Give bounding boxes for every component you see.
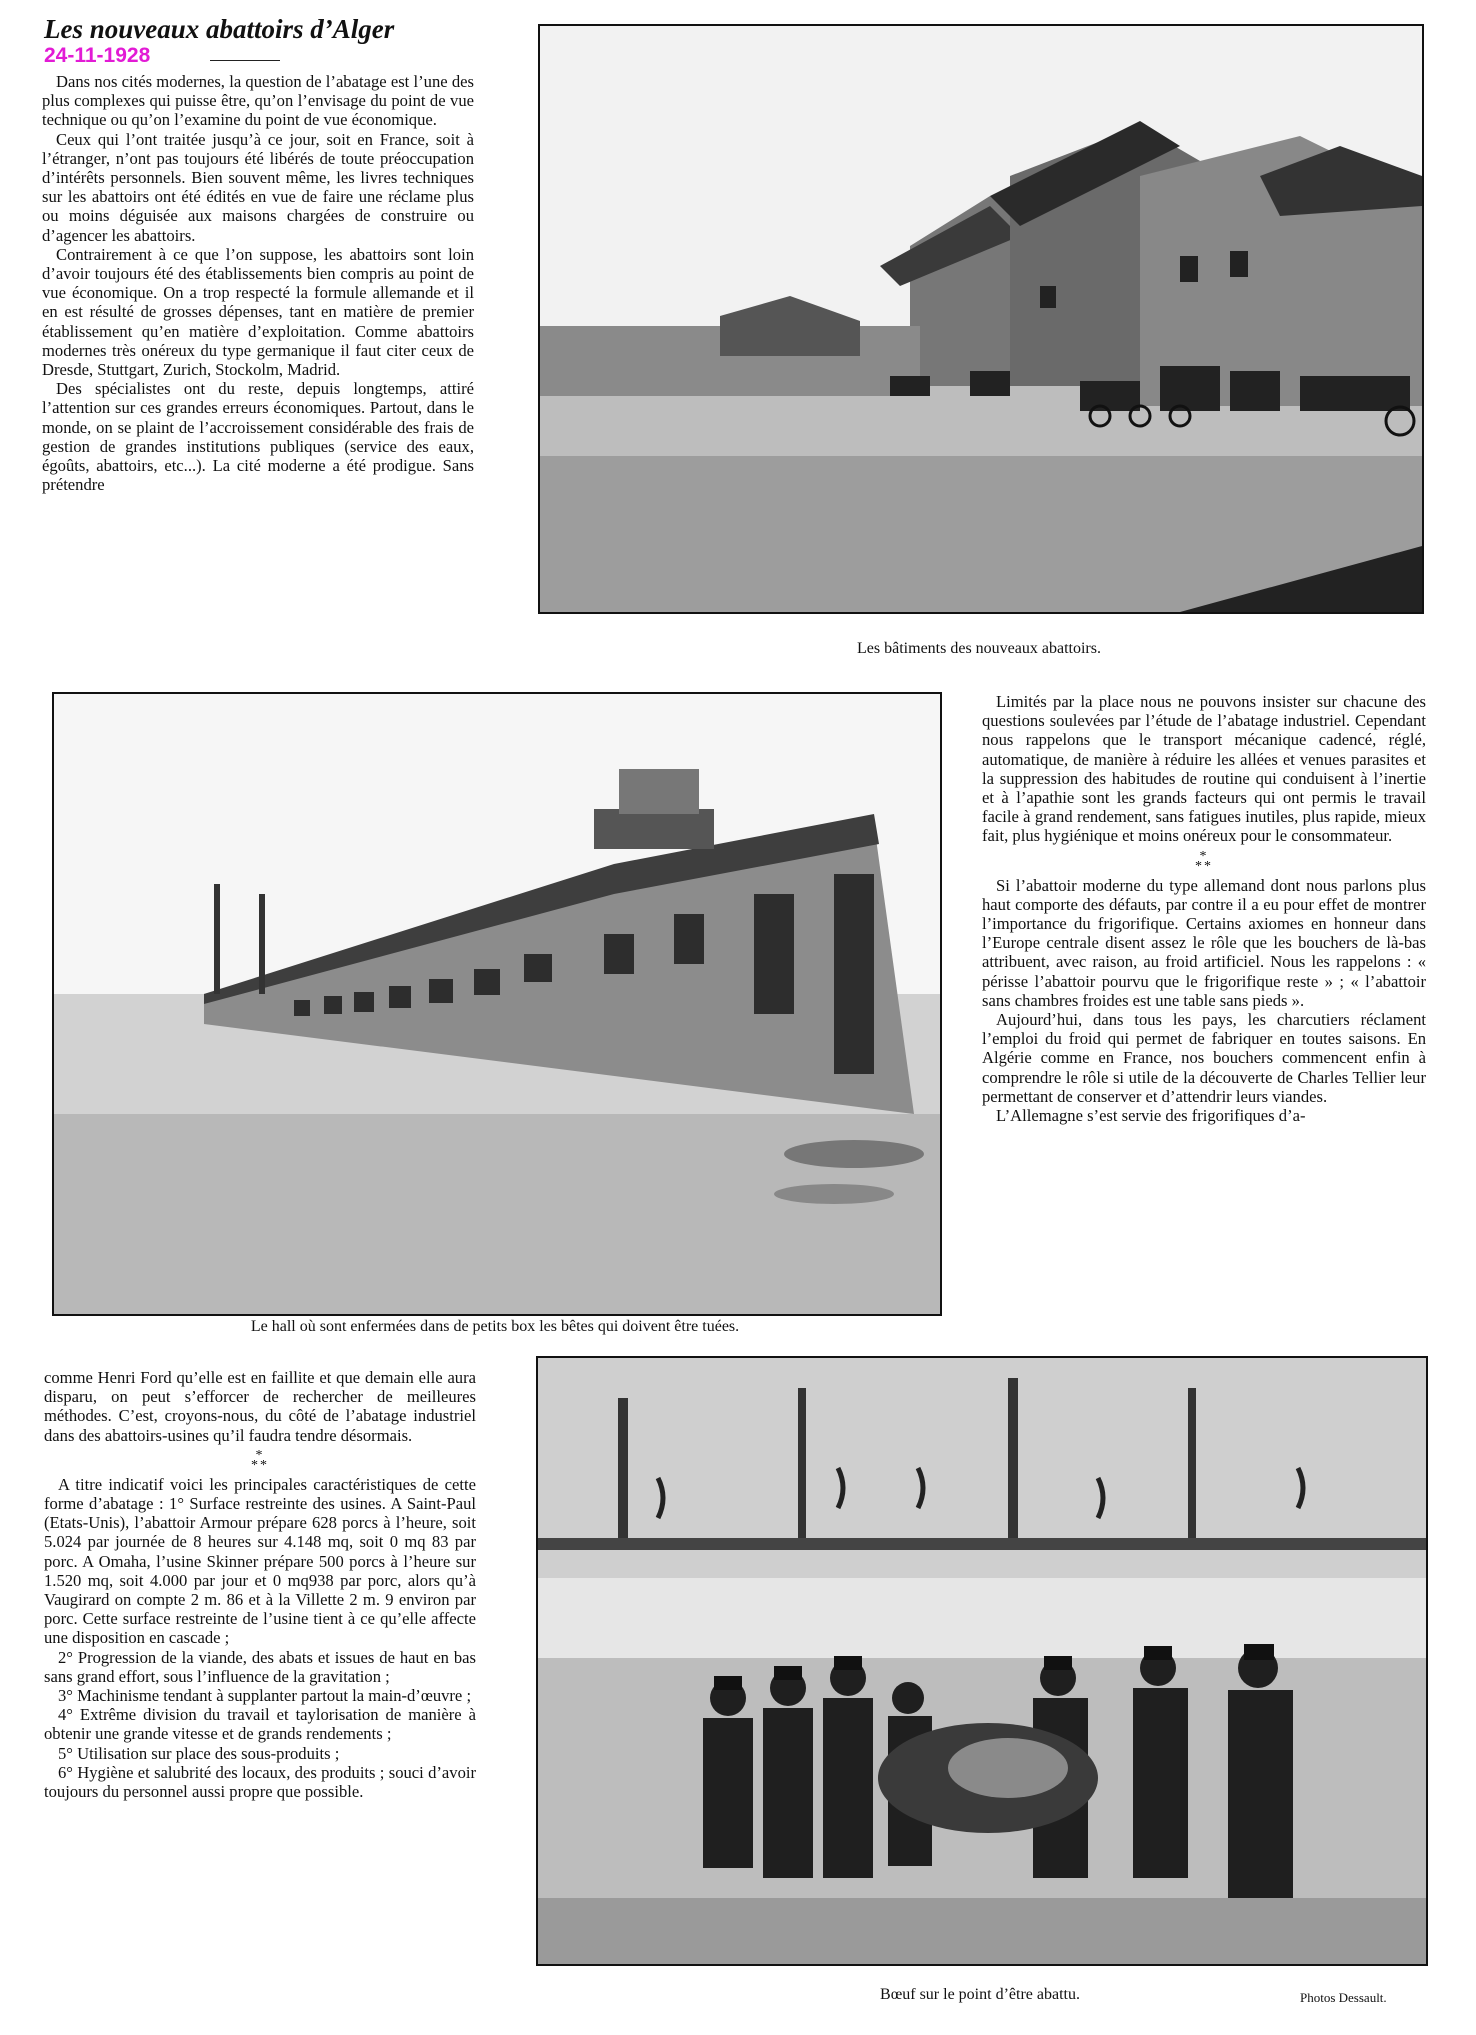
article-title: Les nouveaux abattoirs d’Alger (44, 14, 395, 44)
photo-credit: Photos Dessault. (1300, 1990, 1387, 2005)
paragraph: 4° Extrême division du travail et taylorisation de manière à obtenir une grande vitesse et de grands rendements ; (44, 1705, 476, 1744)
paragraph: Si l’abattoir moderne du type allemand dont nous parlons plus haut comporte des défauts, par contre il a eu pour effet de montrer l’importance du frigorifique. Certains axiomes en honneur dans l’Europe centrale disent assez le rôle que les bouchers de là-bas attribuent, avec raison, au froid artificiel. Nous les rappelons : « périsse l’abattoir pourvu que le frigorifique reste » ; « l’abattoir sans chambres froides est une table sans pieds ». (982, 875, 1426, 1010)
photo-hall (52, 692, 942, 1316)
column-1 (42, 72, 474, 494)
column-2 (982, 692, 1426, 1125)
paragraph: Dans nos cités modernes, la question de l’abatage est l’une des plus complexes qui puisse être, qu’on l’envisage du point de vue technique ou qu’on l’examine du point de vue économique. (42, 72, 474, 130)
paragraph: Contrairement à ce que l’on suppose, les abattoirs sont loin d’avoir toujours été des établissements bien compris au point de vue économique. On a trop respecté la formule allemande et il en est résulté de grosses dépenses, tant en matière de premier établissement qu’en matière d’exploitation. Comme abattoirs modernes très onéreux du type germanique il faut citer ceux de Dresde, Stuttgart, Zurich, Stockolm, Madrid. (42, 244, 474, 380)
paragraph: Ceux qui l’ont traitée jusqu’à ce jour, soit en France, soit à l’étranger, n’ont pas toujours été libérés de toute préoccupation d’intérêts personnels. Bien souvent même, les livres techniques sur les abattoirs ont été édités en vue de faire une réclame plus ou moins déguisée aux maisons chargées de construire ou d’agencer les abattoirs. (42, 129, 474, 245)
ox-photo-art (538, 1358, 1426, 1964)
section-separator: * ** (251, 1447, 269, 1473)
paragraph: 6° Hygiène et salubrité des locaux, des produits ; souci d’avoir toujours du personnel aussi propre que possible. (44, 1762, 476, 1802)
date-stamp: 24-11-1928 (44, 44, 151, 67)
paragraph: Aujourd’hui, dans tous les pays, les charcutiers réclament l’emploi du froid qui permet de fabriquer en toutes saisons. En Algérie comme en France, nos bouchers commencent enfin à comprendre le rôle si utile de la découverte de Charles Tellier leur permettant de conserver et d’attendrir leurs viandes. (982, 1010, 1426, 1106)
buildings-photo-art (540, 26, 1422, 612)
photo-ox (536, 1356, 1428, 1966)
paragraph: Des spécialistes ont du reste, depuis longtemps, attiré l’attention sur ces grandes erreurs économiques. Partout, dans le monde, on se plaint de l’accroissement considérable des frais de gestion de grandes institutions publiques (service des eaux, égoûts, abattoirs, etc...). La cité moderne a été prodigue. Sans prétendre (42, 379, 474, 495)
paragraph: 5° Utilisation sur place des sous-produits ; (58, 1743, 340, 1763)
title-rule (210, 60, 280, 61)
paragraph: A titre indicatif voici les principales caractéristiques de cette forme d’abatage : 1° Surface restreinte des usines. A Saint-Paul (Etats-Unis), l’abattoir Armour prépare 628 porcs à l’heure, soit 5.024 par journée de 8 heures sur 4.148 mq, soit 0 mq 83 par porc. A Omaha, l’usine Skinner prépare 500 porcs à l’heure sur 1.520 mq, soit 4.000 par jour et 0 mq938 par porc, alors qu’à Vaugirard on compte 2 m. 86 et à la Villette 2 m. 9 environ par porc. Cette surface restreinte de l’usine tient à ce qu’elle affecte une disposition en cascade ; (44, 1474, 476, 1648)
section-separator: * ** (1195, 848, 1213, 874)
paragraph: comme Henri Ford qu’elle est en faillite et que demain elle aura disparu, on peut s’efforcer de rechercher de meilleures méthodes. C’est, croyons-nous, du côté de l’abatage industriel dans des abattoirs-usines qu’il faudra tendre désormais. (44, 1368, 476, 1445)
paragraph: L’Allemagne s’est servie des frigorifiques d’a- (996, 1106, 1306, 1126)
caption-photo-1: Les bâtiments des nouveaux abattoirs. (857, 640, 1101, 657)
paragraph: 3° Machinisme tendant à supplanter partout la main-d’œuvre ; (58, 1686, 472, 1706)
hall-photo-art (54, 694, 940, 1314)
paragraph: Limités par la place nous ne pouvons insister sur chacune des questions soulevées par l’étude de l’abatage industriel. Cependant nous rappelons que le transport mécanique cadencé, réglé, automatique, de manière à réduire les allées et venues parasites et la suppression des habitudes de routine qui conduisent à l’inertie et à l’apathie sont les grands facteurs qui ont permis le travail facile à grand rendement, sans fatigues inutiles, plus rapide, mieux fait, plus hygiénique et moins onéreux pour le consommateur. (982, 692, 1426, 846)
caption-photo-2: Le hall où sont enfermées dans de petits box les bêtes qui doivent être tuées. (250, 1318, 740, 1335)
caption-photo-3: Bœuf sur le point d’être abattu. (880, 1986, 1080, 2003)
paragraph: 2° Progression de la viande, des abats et issues de haut en bas sans grand effort, sous l’influence de la gravitation ; (44, 1647, 476, 1686)
column-3 (44, 1368, 476, 1801)
photo-abattoir-buildings (538, 24, 1424, 614)
